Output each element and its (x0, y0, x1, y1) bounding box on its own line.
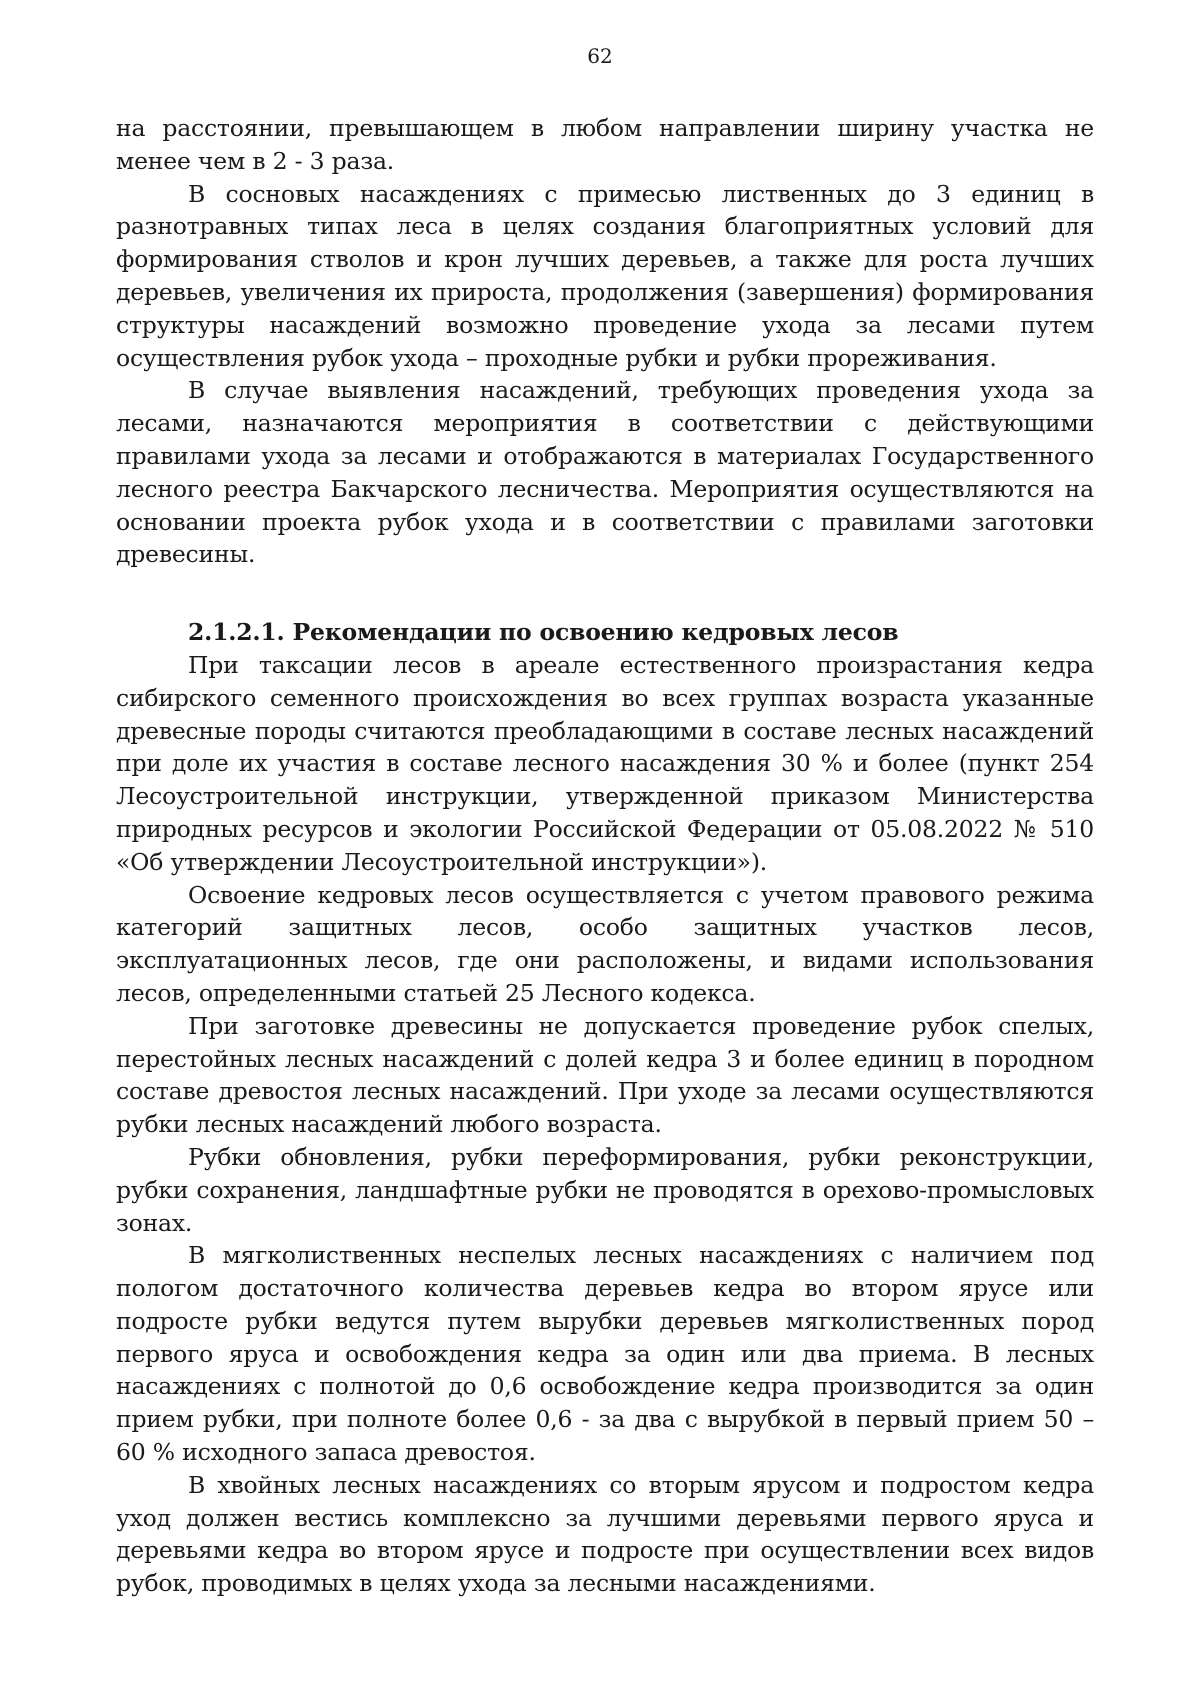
paragraph: В случае выявления насаждений, требующих проведения ухода за лесами, назначаются мероприятия в соответствии с действующими правилами ухода за лесами и отображаются в материалах Государственного лесного реестра Бакчарского лесничества. Мероприятия осуществляются на основании проекта рубок ухода и в соответствии с правилами заготовки древесины. (116, 376, 1094, 569)
page-number: 62 (587, 44, 613, 68)
paragraph: При таксации лесов в ареале естественного произрастания кедра сибирского семенного происхождения во всех группах возраста указанные древесные породы считаются преобладающими в составе лесных насаждений при доле их участия в составе лесного насаждения 30 % и более (пункт 254 Лесоустроительной инструкции, утвержденной приказом Министерства природных ресурсов и экологии Российской Федерации от 05.08.2022 № 510 «Об утверждении Лесоустроительной инструкции»). (116, 650, 1094, 876)
paragraph: Освоение кедровых лесов осуществляется с учетом правового режима категорий защитных лесов, особо защитных участков лесов, эксплуатационных лесов, где они расположены, и видами использования лесов, определенными статьей 25 Лесного кодекса. (116, 880, 1094, 1007)
section-heading: 2.1.2.1. Рекомендации по освоению кедровых лесов (188, 618, 899, 647)
paragraph: Рубки обновления, рубки переформирования, рубки реконструкции, рубки сохранения, ландшафтные рубки не проводятся в орехово-промысловых зонах. (116, 1142, 1094, 1237)
paragraph: на расстоянии, превышающем в любом направлении ширину участка не менее чем в 2 - 3 раза. (116, 114, 1094, 175)
document-body (116, 112, 1094, 1600)
paragraph: В сосновых насаждениях с примесью лиственных до 3 единиц в разнотравных типах леса в целях создания благоприятных условий для формирования стволов и крон лучших деревьев, а также для роста лучших деревьев, увеличения их прироста, продолжения (завершения) формирования структуры насаждений возможно проведение ухода за лесами путем осуществления рубок ухода – проходные рубки и рубки прореживания. (116, 179, 1094, 372)
paragraph: В мягколиственных неспелых лесных насаждениях с наличием под пологом достаточного количества деревьев кедра во втором ярусе или подросте рубки ведутся путем вырубки деревьев мягколиственных пород первого яруса и освобождения кедра за один или два приема. В лесных насаждениях с полнотой до 0,6 освобождение кедра производится за один прием рубки, при полноте более 0,6 - за два с вырубкой в первый прием 50 – 60 % исходного запаса древостоя. (116, 1241, 1094, 1467)
paragraph: При заготовке древесины не допускается проведение рубок спелых, перестойных лесных насаждений с долей кедра 3 и более единиц в породном составе древостоя лесных насаждений. При уходе за лесами осуществляются рубки лесных насаждений любого возраста. (116, 1011, 1094, 1139)
paragraph: В хвойных лесных насаждениях со вторым ярусом и подростом кедра уход должен вестись комплексно за лучшими деревьями первого яруса и деревьями кедра во втором ярусе и подросте при осуществлении всех видов рубок, проводимых в целях ухода за лесными насаждениями. (116, 1470, 1094, 1598)
